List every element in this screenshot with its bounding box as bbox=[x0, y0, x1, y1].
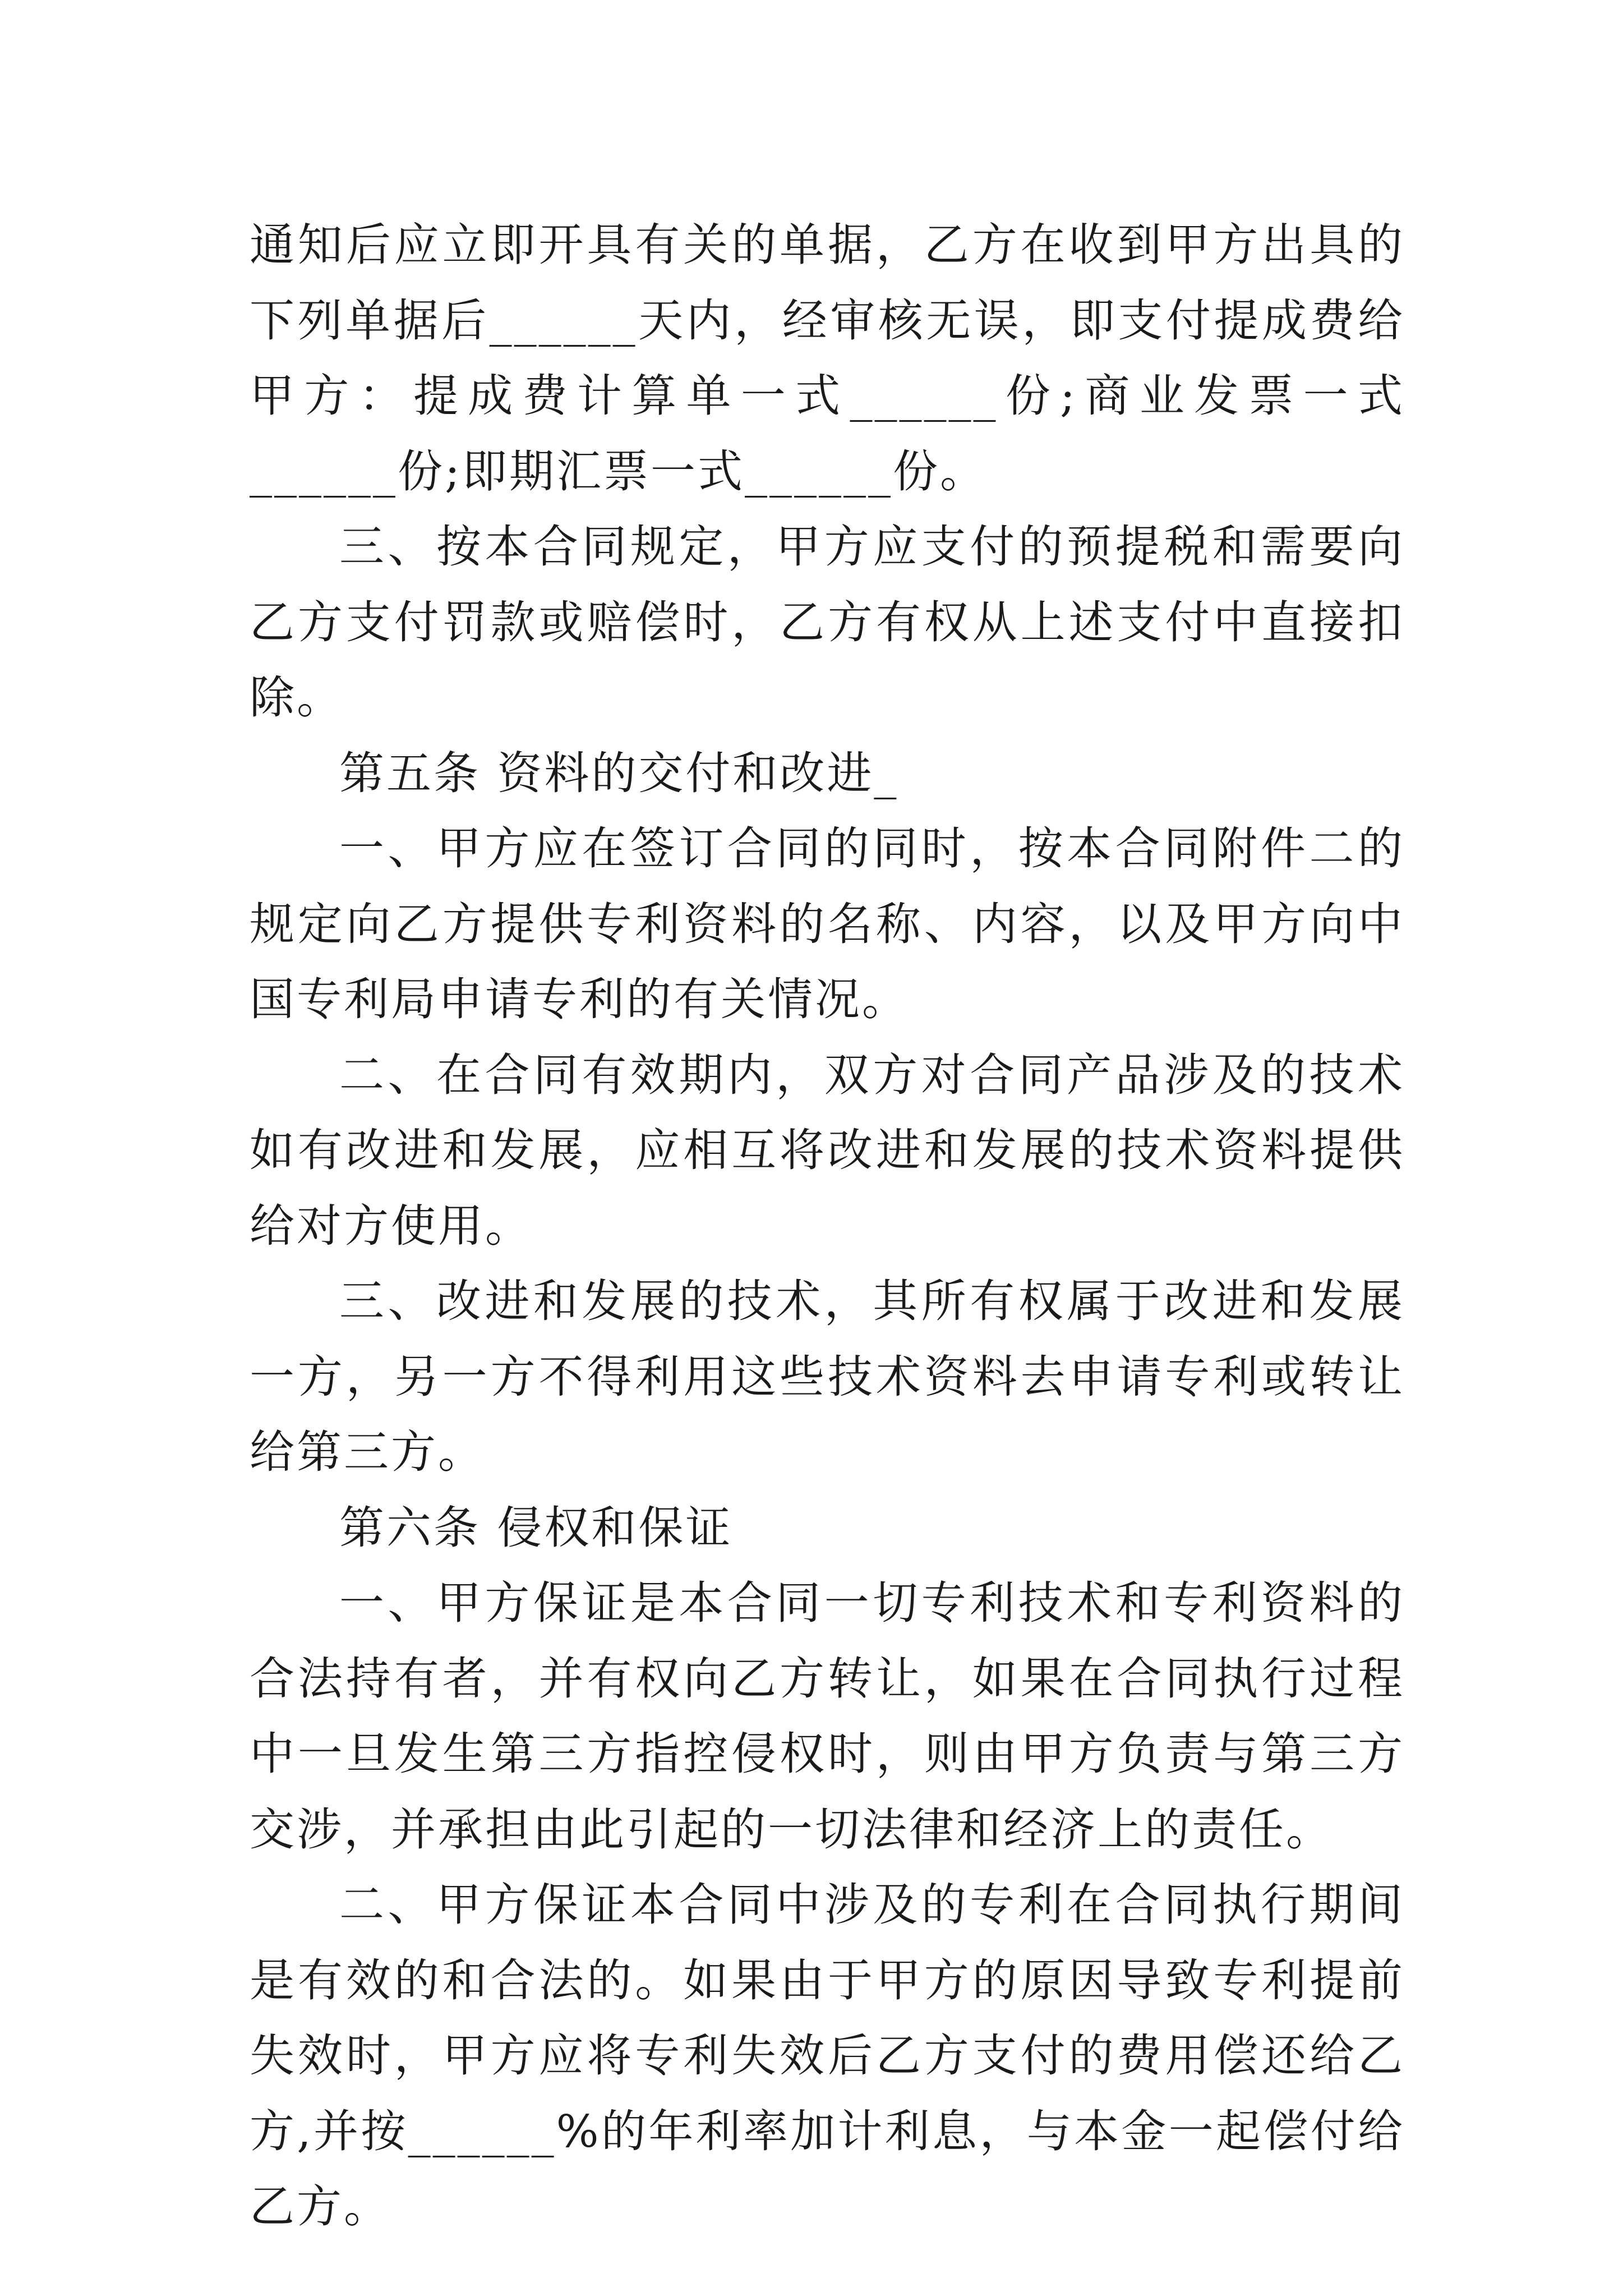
paragraph-improvement-ownership: 三、改进和发展的技术，其所有权属于改进和发展一方，另一方不得利用这些技术资料去申请专利或转让给第三方。 bbox=[250, 1275, 1405, 1478]
paragraph-patent-materials: 一、甲方应在签订合同的同时，按本合同附件二的规定向乙方提供专利资料的名称、内容，以及甲方向中国专利局申请专利的有关情况。 bbox=[250, 822, 1405, 1025]
article-6-heading: 第六条 侵权和保证 bbox=[339, 1501, 733, 1554]
paragraph-legal-holder-guarantee: 一、甲方保证是本合同一切专利技术和专利资料的合法持有者，并有权向乙方转让，如果在合同执行过程中一旦发生第三方指控侵权时，则由甲方负责与第三方交涉，并承担由此引起的一切法律和经济上的责任。 bbox=[250, 1577, 1405, 1856]
paragraph-patent-validity: 二、甲方保证本合同中涉及的专利在合同执行期间是有效的和合法的。如果由于甲方的原因导致专利提前失效时，甲方应将专利失效后乙方支付的费用偿还给乙方,并按______%的年利率加计利息，与本金一起偿付给乙方。 bbox=[250, 1879, 1405, 2233]
paragraph-improvements-sharing: 二、在合同有效期内，双方对合同产品涉及的技术如有改进和发展，应相互将改进和发展的技术资料提供给对方使用。 bbox=[250, 1048, 1405, 1252]
article-5-heading: 第五条 资料的交付和改进_ bbox=[339, 747, 899, 799]
paragraph-payment-documents: 通知后应立即开具有关的单据，乙方在收到甲方出具的下列单据后______天内，经审核无误，即支付提成费给甲方：提成费计算单一式______份;商业发票一式______份;即期汇票一式______份。 bbox=[250, 219, 1405, 498]
document-body bbox=[250, 208, 1405, 2245]
paragraph-withholding-tax: 三、按本合同规定，甲方应支付的预提税和需要向乙方支付罚款或赔偿时，乙方有权从上述支付中直接扣除。 bbox=[250, 521, 1405, 724]
